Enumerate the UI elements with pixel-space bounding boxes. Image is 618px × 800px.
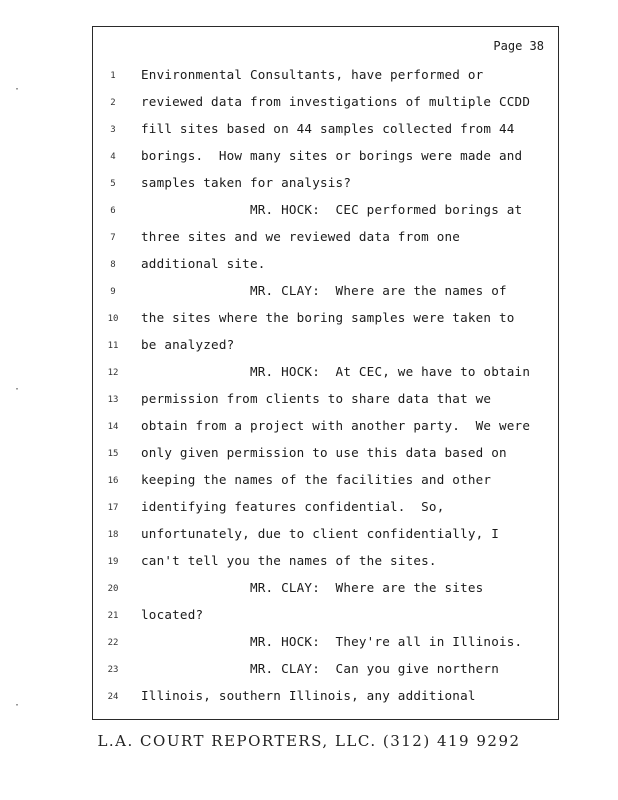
margin-mark-bottom: · (14, 700, 21, 711)
line-number: 14 (107, 422, 119, 432)
line-number: 10 (107, 314, 119, 324)
line-text: keeping the names of the facilities and other (141, 472, 492, 487)
line-number: 20 (107, 584, 119, 594)
transcript-line (93, 148, 558, 175)
line-text: fill sites based on 44 samples collected from 44 (141, 121, 515, 136)
transcript-line (93, 688, 558, 715)
line-text: MR. HOCK: CEC performed borings at (141, 202, 523, 217)
transcript-line (93, 229, 558, 256)
transcript-line (93, 94, 558, 121)
line-number: 16 (107, 476, 119, 486)
line-text: three sites and we reviewed data from one (141, 229, 461, 244)
line-text: located? (141, 607, 204, 622)
line-text: MR. HOCK: They're all in Illinois. (141, 634, 523, 649)
line-text: reviewed data from investigations of multiple CCDD (141, 94, 531, 109)
line-number: 18 (107, 530, 119, 540)
line-text: samples taken for analysis? (141, 175, 352, 190)
line-number: 15 (107, 449, 119, 459)
line-number: 21 (107, 611, 119, 621)
transcript-line (93, 364, 558, 391)
transcript-line (93, 175, 558, 202)
line-text: identifying features confidential. So, (141, 499, 445, 514)
line-text: MR. CLAY: Where are the sites (141, 580, 484, 595)
line-text: only given permission to use this data based on (141, 445, 507, 460)
line-number: 1 (110, 71, 116, 81)
transcript-line (93, 256, 558, 283)
line-text: Environmental Consultants, have performed or (141, 67, 484, 82)
line-number: 24 (107, 692, 119, 702)
transcript-line (93, 391, 558, 418)
line-text: unfortunately, due to client confidentially, I (141, 526, 499, 541)
line-number: 17 (107, 503, 119, 513)
line-number: 11 (107, 341, 119, 351)
transcript-line (93, 418, 558, 445)
line-number: 13 (107, 395, 119, 405)
line-text: the sites where the boring samples were taken to (141, 310, 515, 325)
transcript-line (93, 580, 558, 607)
line-number: 9 (110, 287, 116, 297)
line-text: can't tell you the names of the sites. (141, 553, 437, 568)
line-text: borings. How many sites or borings were made and (141, 148, 523, 163)
transcript-line (93, 634, 558, 661)
line-number: 2 (110, 98, 116, 108)
line-number: 12 (107, 368, 119, 378)
transcript-line (93, 445, 558, 472)
line-number: 6 (110, 206, 116, 216)
transcript-line (93, 661, 558, 688)
transcript-page (92, 26, 559, 720)
line-number: 19 (107, 557, 119, 567)
transcript-line (93, 472, 558, 499)
line-text: obtain from a project with another party. We were (141, 418, 531, 433)
line-text: Illinois, southern Illinois, any additional (141, 688, 476, 703)
line-text: MR. CLAY: Can you give northern (141, 661, 499, 676)
line-number: 8 (110, 260, 116, 270)
transcript-line (93, 67, 558, 94)
line-text: permission from clients to share data that we (141, 391, 492, 406)
transcript-line (93, 202, 558, 229)
page-number: Page 38 (493, 39, 544, 53)
line-text: additional site. (141, 256, 266, 271)
margin-mark-middle: · (14, 384, 21, 395)
line-text: MR. CLAY: Where are the names of (141, 283, 507, 298)
line-number: 23 (107, 665, 119, 675)
transcript-lines (93, 27, 558, 719)
transcript-line (93, 607, 558, 634)
line-number: 4 (110, 152, 116, 162)
line-number: 22 (107, 638, 119, 648)
transcript-line (93, 283, 558, 310)
line-number: 7 (110, 233, 116, 243)
transcript-line (93, 526, 558, 553)
line-text: MR. HOCK: At CEC, we have to obtain (141, 364, 531, 379)
transcript-line (93, 310, 558, 337)
margin-mark-top: · (14, 84, 21, 95)
transcript-line (93, 337, 558, 364)
line-number: 3 (110, 125, 116, 135)
footer-court-reporters: L.A. COURT REPORTERS, LLC. (312) 419 9292 (97, 732, 521, 750)
transcript-line (93, 121, 558, 148)
line-text: be analyzed? (141, 337, 235, 352)
transcript-line (93, 553, 558, 580)
line-number: 5 (110, 179, 116, 189)
transcript-line (93, 499, 558, 526)
